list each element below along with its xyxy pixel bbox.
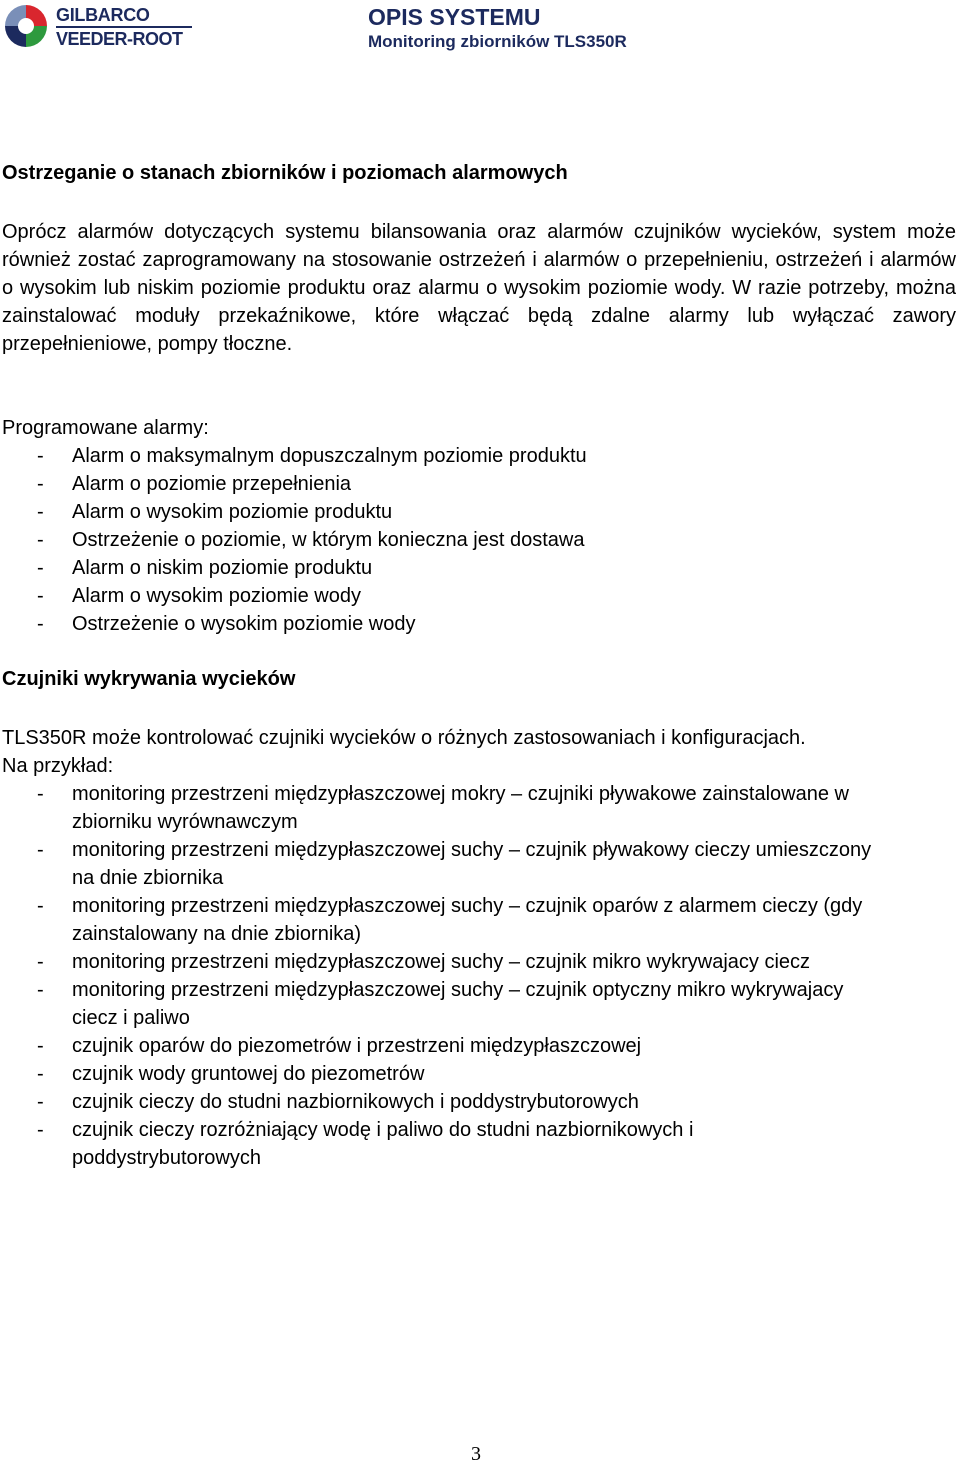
sensors-list — [0, 780, 880, 1172]
alarms-list — [0, 442, 900, 638]
section-heading-leak-sensors: Czujniki wykrywania wycieków — [2, 668, 296, 690]
list-item: - czujnik cieczy do studni nazbiornikowych i poddystrybutorowych — [0, 1088, 880, 1116]
document-title: OPIS SYSTEMU — [368, 4, 541, 30]
list-item: - monitoring przestrzeni międzypłaszczowej suchy – czujnik oparów z alarmem cieczy (gdy zainstalowany na dnie zbiornika) — [0, 892, 880, 948]
list-item: - czujnik cieczy rozróżniający wodę i paliwo do studni nazbiornikowych i poddystrybutorowych — [0, 1116, 880, 1172]
list-item: - Alarm o maksymalnym dopuszczalnym poziomie produktu — [0, 442, 900, 470]
section-heading-alarms: Ostrzeganie o stanach zbiorników i poziomach alarmowych — [2, 162, 568, 184]
list-item: - Alarm o wysokim poziomie wody — [0, 582, 900, 610]
sensors-intro: TLS350R może kontrolować czujniki wycieków o różnych zastosowaniach i konfiguracjach. Na przykład: — [2, 727, 806, 777]
logo-divider — [56, 26, 192, 28]
logo-mark-icon — [2, 2, 50, 52]
list-item: - Alarm o poziomie przepełnienia — [0, 470, 900, 498]
logo-wordmark — [56, 6, 192, 48]
list-item: - Ostrzeżenie o poziomie, w którym konieczna jest dostawa — [0, 526, 900, 554]
list-item: - Alarm o wysokim poziomie produktu — [0, 498, 900, 526]
logo-line2: VEEDER-ROOT — [56, 29, 183, 49]
list-item: - Alarm o niskim poziomie produktu — [0, 554, 900, 582]
list-item: - czujnik oparów do piezometrów i przestrzeni międzypłaszczowej — [0, 1032, 880, 1060]
alarms-paragraph: Oprócz alarmów dotyczących systemu bilansowania oraz alarmów czujników wycieków, system może również zostać zaprogramowany na stosowanie ostrzeżeń i alarmów o przepełnieniu, ostrzeżeń i alarmów o wysokim lub niskim poziomie produktu oraz alarmu o wysokim poziomie wody. W razie potrzeby, można zainstalować moduły przekaźnikowe, które włączać będą zdalne alarmy lub wyłączać zawory przepełnieniowe, pompy tłoczne. — [2, 221, 956, 355]
document-subtitle: Monitoring zbiorników TLS350R — [368, 32, 627, 51]
list-item: - czujnik wody gruntowej do piezometrów — [0, 1060, 880, 1088]
alarms-list-intro: Programowane alarmy: — [2, 417, 209, 439]
list-item: - monitoring przestrzeni międzypłaszczowej suchy – czujnik optyczny mikro wykrywajacy ciecz i paliwo — [0, 976, 880, 1032]
gilbarco-veeder-root-logo — [2, 2, 198, 54]
list-item: - monitoring przestrzeni międzypłaszczowej mokry – czujniki pływakowe zainstalowane w zbiorniku wyrównawczym — [0, 780, 880, 836]
page-number: 3 — [471, 1443, 481, 1465]
list-item: - monitoring przestrzeni międzypłaszczowej suchy – czujnik pływakowy cieczy umieszczony na dnie zbiornika — [0, 836, 880, 892]
logo-line1: GILBARCO — [56, 5, 150, 25]
list-item: - monitoring przestrzeni międzypłaszczowej suchy – czujnik mikro wykrywajacy ciecz — [0, 948, 880, 976]
list-item: - Ostrzeżenie o wysokim poziomie wody — [0, 610, 900, 638]
page-header — [0, 0, 960, 60]
